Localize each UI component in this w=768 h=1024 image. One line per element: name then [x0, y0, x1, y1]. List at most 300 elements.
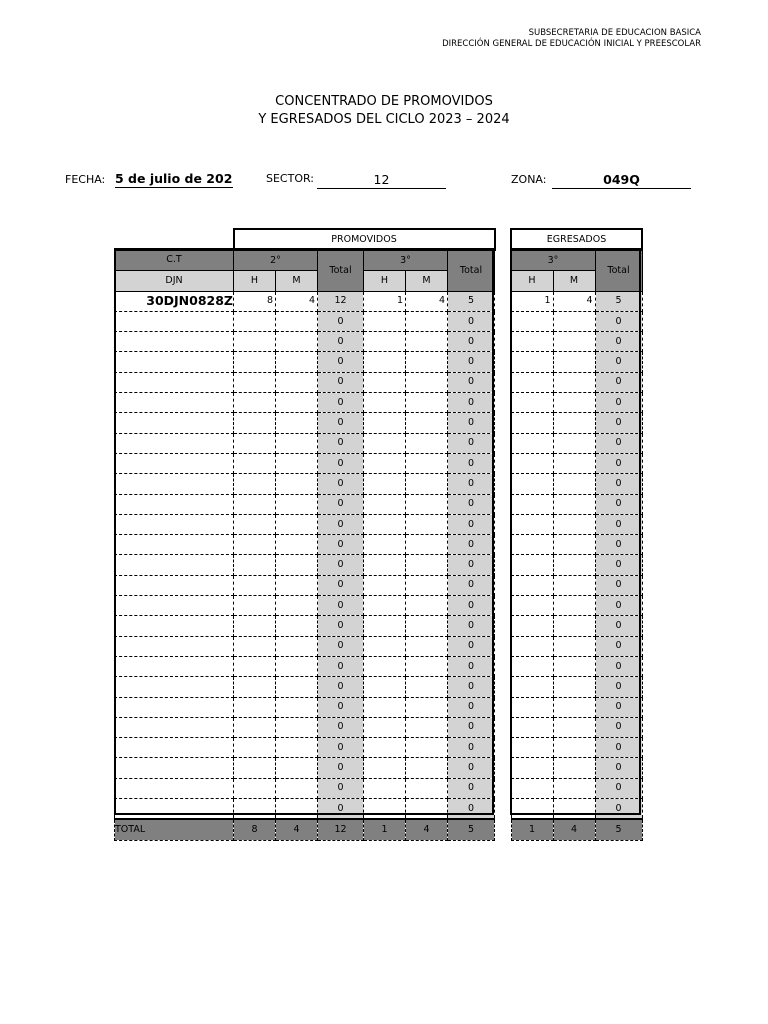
cell-g3h[interactable] — [364, 575, 406, 595]
cell-g3m[interactable] — [406, 656, 448, 676]
egr-cell-t[interactable]: 0 — [595, 352, 642, 372]
cell-g2m[interactable] — [276, 575, 318, 595]
egr-cell-t[interactable]: 0 — [595, 311, 642, 331]
cell-g3m[interactable] — [406, 778, 448, 798]
table-row — [511, 311, 642, 331]
cell-g3t[interactable]: 0 — [448, 332, 495, 352]
table-row — [115, 474, 495, 494]
cell-ct[interactable] — [115, 758, 234, 778]
egr-cell-m[interactable] — [553, 575, 595, 595]
cell-g2t[interactable]: 0 — [318, 778, 364, 798]
cell-g2m[interactable] — [276, 656, 318, 676]
cell-g2h[interactable] — [234, 535, 276, 555]
table-row — [115, 596, 495, 616]
egr-cell-t[interactable]: 0 — [595, 636, 642, 656]
egr-total-t: 5 — [595, 819, 642, 840]
cell-g2h[interactable] — [234, 393, 276, 413]
cell-g2h[interactable]: 8 — [234, 291, 276, 311]
egr-cell-m[interactable] — [553, 596, 595, 616]
cell-ct[interactable] — [115, 332, 234, 352]
cell-g3h[interactable] — [364, 555, 406, 575]
cell-ct[interactable] — [115, 636, 234, 656]
cell-g3h[interactable] — [364, 616, 406, 636]
cell-g3h[interactable] — [364, 311, 406, 331]
table-row — [511, 494, 642, 514]
cell-g2t[interactable]: 0 — [318, 697, 364, 717]
egr-cell-h[interactable] — [511, 352, 553, 372]
cell-g3t[interactable]: 5 — [448, 291, 495, 311]
cell-g2m[interactable] — [276, 453, 318, 473]
cell-g2t[interactable]: 0 — [318, 433, 364, 453]
egr-cell-t[interactable]: 0 — [595, 778, 642, 798]
egr-cell-m[interactable] — [553, 717, 595, 737]
table-row — [511, 372, 642, 392]
cell-g3t[interactable]: 0 — [448, 474, 495, 494]
table-row — [511, 433, 642, 453]
cell-ct[interactable] — [115, 311, 234, 331]
cell-g2m[interactable] — [276, 616, 318, 636]
cell-g3h[interactable]: 1 — [364, 291, 406, 311]
cell-g3t[interactable]: 0 — [448, 393, 495, 413]
cell-g2h[interactable] — [234, 372, 276, 392]
cell-g2h[interactable] — [234, 717, 276, 737]
cell-g2h[interactable] — [234, 332, 276, 352]
egr-cell-t[interactable]: 0 — [595, 433, 642, 453]
egr-cell-m[interactable] — [553, 393, 595, 413]
egr-cell-m[interactable] — [553, 453, 595, 473]
egr-cell-t[interactable]: 0 — [595, 717, 642, 737]
cell-g3t[interactable]: 0 — [448, 758, 495, 778]
cell-g2m[interactable] — [276, 332, 318, 352]
cell-g3h[interactable] — [364, 778, 406, 798]
cell-ct[interactable] — [115, 677, 234, 697]
egr-cell-m[interactable] — [553, 535, 595, 555]
cell-g2t[interactable]: 0 — [318, 535, 364, 555]
cell-g3t[interactable]: 0 — [448, 453, 495, 473]
cell-g2t[interactable]: 0 — [318, 616, 364, 636]
cell-ct[interactable] — [115, 494, 234, 514]
cell-ct[interactable] — [115, 433, 234, 453]
cell-g3t[interactable]: 0 — [448, 311, 495, 331]
cell-g2h[interactable] — [234, 656, 276, 676]
cell-g2m[interactable] — [276, 758, 318, 778]
cell-g3m[interactable] — [406, 393, 448, 413]
cell-g3h[interactable] — [364, 514, 406, 534]
egr-cell-t[interactable]: 0 — [595, 697, 642, 717]
cell-g2m[interactable] — [276, 494, 318, 514]
egr-cell-t[interactable]: 0 — [595, 758, 642, 778]
egr-cell-h[interactable] — [511, 535, 553, 555]
cell-g2t[interactable]: 0 — [318, 332, 364, 352]
cell-g3m[interactable] — [406, 372, 448, 392]
cell-g2m[interactable] — [276, 596, 318, 616]
egr-cell-t[interactable]: 0 — [595, 596, 642, 616]
cell-g2h[interactable] — [234, 677, 276, 697]
cell-g3h[interactable] — [364, 758, 406, 778]
cell-g2t[interactable]: 0 — [318, 636, 364, 656]
cell-g3m[interactable] — [406, 413, 448, 433]
cell-g3h[interactable] — [364, 738, 406, 758]
table-row — [115, 656, 495, 676]
cell-g2t[interactable]: 0 — [318, 656, 364, 676]
cell-g2m[interactable] — [276, 677, 318, 697]
egr-cell-m[interactable] — [553, 656, 595, 676]
cell-g3m[interactable] — [406, 636, 448, 656]
cell-g3m[interactable] — [406, 311, 448, 331]
cell-ct[interactable] — [115, 616, 234, 636]
cell-ct[interactable] — [115, 778, 234, 798]
cell-g2m[interactable]: 4 — [276, 291, 318, 311]
cell-g3h[interactable] — [364, 677, 406, 697]
cell-g3t[interactable]: 0 — [448, 799, 495, 820]
cell-g3m[interactable]: 4 — [406, 291, 448, 311]
cell-ct[interactable] — [115, 656, 234, 676]
grade2-total-header: Total — [318, 250, 364, 291]
cell-g3t[interactable]: 0 — [448, 555, 495, 575]
cell-ct[interactable] — [115, 352, 234, 372]
cell-g3h[interactable] — [364, 596, 406, 616]
cell-g2t[interactable]: 0 — [318, 413, 364, 433]
sector-label: SECTOR: — [266, 172, 315, 185]
egr-cell-m[interactable] — [553, 332, 595, 352]
egr-cell-t[interactable]: 0 — [595, 393, 642, 413]
cell-g2t[interactable]: 0 — [318, 738, 364, 758]
cell-g2h[interactable] — [234, 697, 276, 717]
cell-g3m[interactable] — [406, 474, 448, 494]
egr-cell-t[interactable]: 0 — [595, 535, 642, 555]
egr-cell-t[interactable]: 0 — [595, 677, 642, 697]
egr-cell-t[interactable]: 0 — [595, 575, 642, 595]
cell-g2t[interactable]: 0 — [318, 758, 364, 778]
cell-ct[interactable] — [115, 393, 234, 413]
egr-cell-m[interactable] — [553, 738, 595, 758]
cell-g3m[interactable] — [406, 575, 448, 595]
egr-cell-h[interactable] — [511, 393, 553, 413]
egr-cell-m[interactable] — [553, 778, 595, 798]
cell-g2h[interactable] — [234, 433, 276, 453]
cell-g3t[interactable]: 0 — [448, 535, 495, 555]
cell-g2t[interactable]: 0 — [318, 596, 364, 616]
egr-cell-m[interactable] — [553, 758, 595, 778]
zona-label: ZONA: — [511, 173, 547, 186]
cell-g3t[interactable]: 0 — [448, 636, 495, 656]
egr-cell-m[interactable] — [553, 413, 595, 433]
cell-g3m[interactable] — [406, 717, 448, 737]
cell-g3m[interactable] — [406, 697, 448, 717]
total-g2h: 8 — [234, 819, 276, 840]
cell-g2h[interactable] — [234, 352, 276, 372]
cell-g3h[interactable] — [364, 352, 406, 372]
cell-g3t[interactable]: 0 — [448, 413, 495, 433]
cell-ct[interactable] — [115, 535, 234, 555]
cell-g3m[interactable] — [406, 494, 448, 514]
cell-g2h[interactable] — [234, 738, 276, 758]
egr-cell-t[interactable]: 5 — [595, 291, 642, 311]
grade3-h-header: H — [364, 271, 406, 291]
cell-g2m[interactable] — [276, 697, 318, 717]
cell-g3t[interactable]: 0 — [448, 372, 495, 392]
cell-g3t[interactable]: 0 — [448, 433, 495, 453]
cell-ct[interactable]: 30DJN0828Z — [115, 291, 234, 311]
cell-ct[interactable] — [115, 697, 234, 717]
cell-g3h[interactable] — [364, 535, 406, 555]
egr-cell-h[interactable] — [511, 332, 553, 352]
cell-g3t[interactable]: 0 — [448, 494, 495, 514]
cell-g3h[interactable] — [364, 494, 406, 514]
cell-ct[interactable] — [115, 717, 234, 737]
table-row — [511, 778, 642, 798]
egr-cell-t[interactable]: 0 — [595, 413, 642, 433]
egr-cell-h[interactable] — [511, 494, 553, 514]
egr-cell-h[interactable] — [511, 636, 553, 656]
egr-cell-t[interactable]: 0 — [595, 616, 642, 636]
cell-ct[interactable] — [115, 738, 234, 758]
cell-g3m[interactable] — [406, 738, 448, 758]
total-row-label: TOTAL — [115, 819, 234, 840]
cell-g2h[interactable] — [234, 413, 276, 433]
egr-cell-h[interactable] — [511, 758, 553, 778]
cell-g2t[interactable]: 0 — [318, 717, 364, 737]
cell-g2t[interactable]: 0 — [318, 677, 364, 697]
egr-cell-h[interactable] — [511, 474, 553, 494]
cell-g2h[interactable] — [234, 494, 276, 514]
cell-g3m[interactable] — [406, 677, 448, 697]
cell-ct[interactable] — [115, 514, 234, 534]
egr-cell-m[interactable] — [553, 474, 595, 494]
egr-cell-h[interactable] — [511, 575, 553, 595]
egr-cell-m[interactable] — [553, 677, 595, 697]
cell-g2t[interactable]: 0 — [318, 393, 364, 413]
cell-g3m[interactable] — [406, 555, 448, 575]
egr-cell-m[interactable] — [553, 616, 595, 636]
cell-g3m[interactable] — [406, 799, 448, 820]
cell-g3t[interactable]: 0 — [448, 677, 495, 697]
cell-g2t[interactable]: 0 — [318, 514, 364, 534]
table-row — [115, 697, 495, 717]
cell-g2h[interactable] — [234, 616, 276, 636]
table-row — [511, 596, 642, 616]
cell-ct[interactable] — [115, 453, 234, 473]
egr-cell-h[interactable] — [511, 697, 553, 717]
cell-g3t[interactable]: 0 — [448, 697, 495, 717]
cell-g2h[interactable] — [234, 311, 276, 331]
egr-cell-h[interactable] — [511, 717, 553, 737]
egr-cell-h[interactable] — [511, 616, 553, 636]
egr-cell-h[interactable] — [511, 372, 553, 392]
egr-cell-m[interactable] — [553, 514, 595, 534]
egr-cell-m[interactable] — [553, 372, 595, 392]
cell-g3h[interactable] — [364, 453, 406, 473]
cell-g3m[interactable] — [406, 514, 448, 534]
egr-total-m: 4 — [553, 819, 595, 840]
egr-cell-m[interactable] — [553, 636, 595, 656]
cell-g2h[interactable] — [234, 799, 276, 820]
cell-ct[interactable] — [115, 555, 234, 575]
cell-g2m[interactable] — [276, 352, 318, 372]
cell-g3h[interactable] — [364, 433, 406, 453]
egr-cell-h[interactable] — [511, 433, 553, 453]
egr-cell-t[interactable]: 0 — [595, 372, 642, 392]
cell-g2h[interactable] — [234, 636, 276, 656]
cell-ct[interactable] — [115, 413, 234, 433]
egr-cell-h[interactable] — [511, 413, 553, 433]
grade2-m-header: M — [276, 271, 318, 291]
cell-g3h[interactable] — [364, 474, 406, 494]
cell-g3t[interactable]: 0 — [448, 616, 495, 636]
table-row — [115, 352, 495, 372]
table-row — [115, 778, 495, 798]
zona-field[interactable]: 049Q — [552, 172, 691, 189]
egr-cell-t[interactable]: 0 — [595, 514, 642, 534]
cell-ct[interactable] — [115, 474, 234, 494]
cell-g2t[interactable]: 12 — [318, 291, 364, 311]
table-row — [115, 575, 495, 595]
cell-g2t[interactable]: 0 — [318, 453, 364, 473]
egr-cell-h[interactable] — [511, 738, 553, 758]
cell-g2t[interactable]: 0 — [318, 575, 364, 595]
egr-cell-t[interactable]: 0 — [595, 555, 642, 575]
cell-g2m[interactable] — [276, 778, 318, 798]
cell-g2m[interactable] — [276, 799, 318, 820]
egr-cell-t[interactable]: 0 — [595, 799, 642, 820]
cell-g3m[interactable] — [406, 332, 448, 352]
cell-g2h[interactable] — [234, 555, 276, 575]
egr-cell-h[interactable] — [511, 596, 553, 616]
egr-cell-t[interactable]: 0 — [595, 332, 642, 352]
cell-g3h[interactable] — [364, 656, 406, 676]
cell-g3t[interactable]: 0 — [448, 778, 495, 798]
egr-cell-h[interactable] — [511, 555, 553, 575]
cell-g3m[interactable] — [406, 616, 448, 636]
table-row — [511, 514, 642, 534]
egr-cell-h[interactable] — [511, 514, 553, 534]
cell-g2m[interactable] — [276, 393, 318, 413]
cell-g3h[interactable] — [364, 717, 406, 737]
egr-cell-t[interactable]: 0 — [595, 738, 642, 758]
egr-cell-h[interactable] — [511, 778, 553, 798]
cell-g3m[interactable] — [406, 596, 448, 616]
table-row — [511, 291, 642, 311]
table-row — [511, 656, 642, 676]
sector-field[interactable]: 12 — [317, 172, 446, 189]
cell-g3m[interactable] — [406, 352, 448, 372]
cell-g3h[interactable] — [364, 372, 406, 392]
cell-g3h[interactable] — [364, 393, 406, 413]
cell-g3t[interactable]: 0 — [448, 514, 495, 534]
cell-g3h[interactable] — [364, 697, 406, 717]
cell-g2t[interactable]: 0 — [318, 352, 364, 372]
cell-g2h[interactable] — [234, 596, 276, 616]
cell-g2t[interactable]: 0 — [318, 474, 364, 494]
egr-cell-m[interactable] — [553, 311, 595, 331]
egr-cell-t[interactable]: 0 — [595, 494, 642, 514]
cell-g2t[interactable]: 0 — [318, 311, 364, 331]
cell-g3m[interactable] — [406, 535, 448, 555]
cell-g3t[interactable]: 0 — [448, 656, 495, 676]
cell-g3h[interactable] — [364, 636, 406, 656]
egr-cell-m[interactable] — [553, 799, 595, 820]
cell-g2m[interactable] — [276, 372, 318, 392]
table-row — [511, 636, 642, 656]
egr-cell-t[interactable]: 0 — [595, 474, 642, 494]
cell-g3t[interactable]: 0 — [448, 575, 495, 595]
cell-g2m[interactable] — [276, 555, 318, 575]
cell-g3h[interactable] — [364, 332, 406, 352]
cell-ct[interactable] — [115, 372, 234, 392]
egr-cell-m[interactable]: 4 — [553, 291, 595, 311]
egr-cell-m[interactable] — [553, 433, 595, 453]
cell-g2h[interactable] — [234, 474, 276, 494]
cell-g2m[interactable] — [276, 514, 318, 534]
egr-cell-h[interactable] — [511, 799, 553, 820]
cell-g2m[interactable] — [276, 717, 318, 737]
cell-g2t[interactable]: 0 — [318, 372, 364, 392]
cell-g2h[interactable] — [234, 778, 276, 798]
cell-g2m[interactable] — [276, 738, 318, 758]
table-row — [115, 555, 495, 575]
egresados-title: EGRESADOS — [511, 229, 642, 250]
table-row — [115, 393, 495, 413]
cell-g2h[interactable] — [234, 453, 276, 473]
grade3-m-header: M — [406, 271, 448, 291]
fecha-field[interactable]: 5 de julio de 202 — [115, 171, 233, 186]
cell-g3t[interactable]: 0 — [448, 717, 495, 737]
grade2-h-header: H — [234, 271, 276, 291]
egr-cell-m[interactable] — [553, 697, 595, 717]
cell-g2m[interactable] — [276, 311, 318, 331]
cell-g2h[interactable] — [234, 575, 276, 595]
cell-g2t[interactable]: 0 — [318, 555, 364, 575]
cell-g3m[interactable] — [406, 758, 448, 778]
cell-g2m[interactable] — [276, 413, 318, 433]
cell-g2m[interactable] — [276, 474, 318, 494]
cell-ct[interactable] — [115, 596, 234, 616]
egr-cell-t[interactable]: 0 — [595, 453, 642, 473]
egr-cell-h[interactable]: 1 — [511, 291, 553, 311]
cell-g2t[interactable]: 0 — [318, 494, 364, 514]
cell-ct[interactable] — [115, 799, 234, 820]
egr-cell-h[interactable] — [511, 656, 553, 676]
cell-g2m[interactable] — [276, 535, 318, 555]
egr-cell-m[interactable] — [553, 352, 595, 372]
table-row — [511, 352, 642, 372]
cell-g2m[interactable] — [276, 433, 318, 453]
egr-cell-m[interactable] — [553, 494, 595, 514]
egr-cell-h[interactable] — [511, 677, 553, 697]
egr-cell-h[interactable] — [511, 311, 553, 331]
egr-cell-t[interactable]: 0 — [595, 656, 642, 676]
cell-g3t[interactable]: 0 — [448, 596, 495, 616]
cell-g2h[interactable] — [234, 758, 276, 778]
table-row — [115, 514, 495, 534]
egr-cell-m[interactable] — [553, 555, 595, 575]
cell-g3m[interactable] — [406, 453, 448, 473]
cell-g3h[interactable] — [364, 413, 406, 433]
egr-cell-h[interactable] — [511, 453, 553, 473]
table-row — [115, 453, 495, 473]
table-row — [511, 413, 642, 433]
cell-g3t[interactable]: 0 — [448, 352, 495, 372]
total-g2t: 12 — [318, 819, 364, 840]
cell-g2h[interactable] — [234, 514, 276, 534]
cell-ct[interactable] — [115, 575, 234, 595]
cell-g2t[interactable]: 0 — [318, 799, 364, 820]
cell-g2m[interactable] — [276, 636, 318, 656]
cell-g3h[interactable] — [364, 799, 406, 820]
cell-g3t[interactable]: 0 — [448, 738, 495, 758]
table-row — [511, 332, 642, 352]
cell-g3m[interactable] — [406, 433, 448, 453]
